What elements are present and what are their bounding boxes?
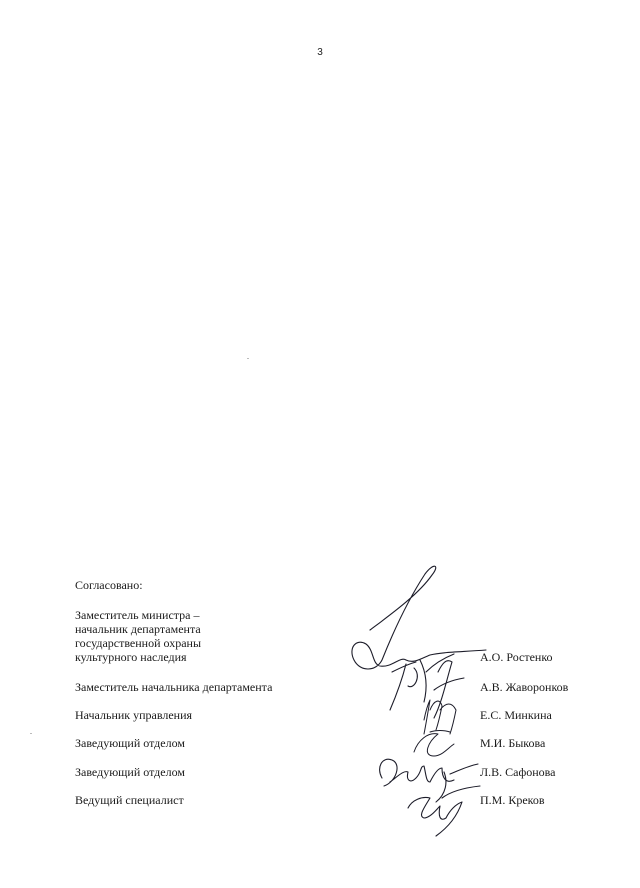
signatory-name: М.И. Быкова [480, 736, 546, 750]
position-title: Заведующий отделом [75, 736, 185, 750]
approval-heading: Согласовано: [75, 578, 143, 592]
position-title: Ведущий специалист [75, 793, 184, 807]
signatory-name: А.О. Ростенко [480, 650, 553, 664]
scan-speck [30, 733, 32, 734]
position-title: Начальник управления [75, 708, 193, 722]
position-title: Заведующий отделом [75, 765, 185, 779]
position-title: Заместитель министра – начальник департамента государственной охраны культурного наследия [75, 608, 202, 664]
signature-rostenko [352, 566, 486, 669]
signature-minkina [424, 700, 456, 734]
page-number: 3 [317, 47, 323, 58]
signature-krekov [408, 786, 480, 836]
signatory-name: П.М. Креков [480, 793, 545, 807]
signatory-name: Л.В. Сафонова [480, 765, 556, 779]
handwritten-signatures [330, 560, 500, 850]
signatory-name: А.В. Жаворонков [480, 680, 569, 694]
signatory-name: Е.С. Минкина [480, 708, 552, 722]
scan-speck [247, 358, 249, 359]
signature-safonova [380, 759, 478, 802]
signature-bykova [414, 731, 454, 757]
position-title: Заместитель начальника департамента [75, 680, 273, 694]
